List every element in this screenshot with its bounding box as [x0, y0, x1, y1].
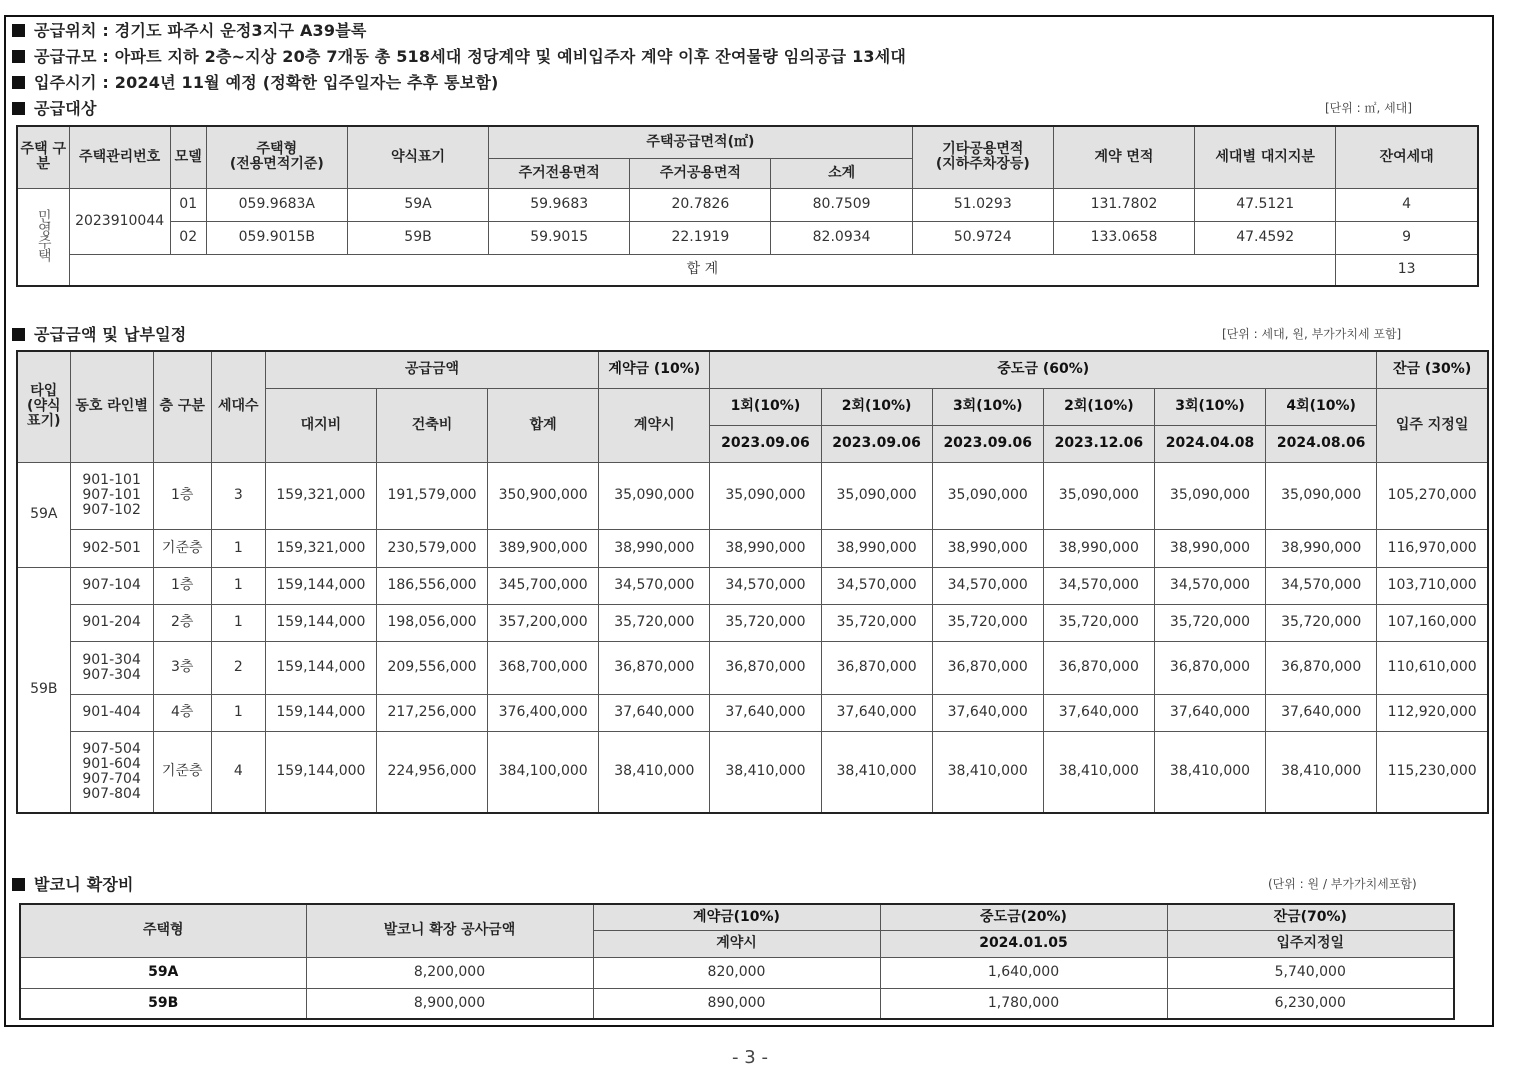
header-interim-3-date: 2023.09.06	[932, 425, 1043, 462]
land-cell: 159,144,000	[265, 604, 376, 641]
total-value: 13	[1336, 254, 1478, 286]
housing-category: 민영주택	[35, 208, 52, 261]
i1-cell: 38,990,000	[710, 529, 821, 567]
bullet-square-icon	[12, 24, 25, 37]
land-cell: 159,321,000	[265, 462, 376, 529]
balcony-cost-cell: 8,900,000	[306, 988, 593, 1019]
balcony-header-interim: 중도금(20%)	[880, 904, 1167, 930]
price-unit-note: [단위 : 세대, 원, 부가가치세 포함]	[1222, 327, 1402, 341]
header-interim-2: 2회(10%)	[821, 388, 932, 425]
sum-cell: 389,900,000	[488, 529, 599, 567]
i5-cell: 35,090,000	[1154, 462, 1265, 529]
i6-cell: 37,640,000	[1266, 694, 1377, 731]
i2-cell: 36,870,000	[821, 641, 932, 694]
header-other-common	[912, 126, 1053, 188]
deposit-cell: 38,990,000	[599, 529, 710, 567]
header-house-type-sub: (전용면적기준)	[229, 156, 324, 173]
land-cell: 159,144,000	[265, 694, 376, 731]
supply-target-text: 공급대상	[34, 99, 97, 118]
model-cell: 01	[170, 188, 206, 221]
table-row	[17, 604, 1488, 641]
floor-cell: 기준층	[153, 529, 211, 567]
i3-cell: 38,990,000	[932, 529, 1043, 567]
i5-cell: 36,870,000	[1154, 641, 1265, 694]
i2-cell: 38,410,000	[821, 731, 932, 813]
i4-cell: 34,570,000	[1043, 567, 1154, 604]
header-housing-type: 주택 구분	[17, 126, 69, 188]
sum-cell: 350,900,000	[488, 462, 599, 529]
land-share-cell: 47.5121	[1195, 188, 1336, 221]
house-type-cell: 059.9015B	[206, 221, 347, 254]
header-other-common-sub: (지하주차장등)	[935, 156, 1030, 173]
i1-cell: 34,570,000	[710, 567, 821, 604]
line-cell: 902-501	[70, 529, 153, 567]
header-house-type	[206, 126, 347, 188]
i3-cell: 36,870,000	[932, 641, 1043, 694]
balcony-interim-cell: 1,640,000	[880, 957, 1167, 988]
balcony-type-cell: 59A	[20, 957, 306, 988]
i5-cell: 38,990,000	[1154, 529, 1265, 567]
exclusive-cell: 59.9015	[489, 221, 630, 254]
land-cell: 159,144,000	[265, 641, 376, 694]
table-row	[17, 641, 1488, 694]
contract-area-cell: 131.7802	[1053, 188, 1194, 221]
abbrev-cell: 59B	[347, 221, 488, 254]
balcony-balance-cell: 5,740,000	[1167, 957, 1454, 988]
table-row	[17, 731, 1488, 813]
i2-cell: 35,090,000	[821, 462, 932, 529]
balcony-section-heading	[12, 872, 134, 895]
building-cell: 224,956,000	[376, 731, 487, 813]
supply-unit-note: [단위 : ㎡, 세대]	[1325, 101, 1413, 115]
land-cell: 159,144,000	[265, 731, 376, 813]
balance-cell: 110,610,000	[1377, 641, 1488, 694]
header-land-share: 세대별 대지지분	[1195, 126, 1336, 188]
header-supply-area: 주택공급면적(㎡)	[489, 126, 913, 158]
sum-cell: 357,200,000	[488, 604, 599, 641]
i3-cell: 35,720,000	[932, 604, 1043, 641]
building-cell: 217,256,000	[376, 694, 487, 731]
units-cell: 4	[211, 731, 265, 813]
line-cell: 907-104	[70, 567, 153, 604]
header-interim-6: 4회(10%)	[1266, 388, 1377, 425]
exclusive-cell: 59.9683	[489, 188, 630, 221]
page-number: - 3 -	[732, 1047, 768, 1068]
header-interim-6-date: 2024.08.06	[1266, 425, 1377, 462]
i6-cell: 34,570,000	[1266, 567, 1377, 604]
supply-scale-text: 공급규모 : 아파트 지하 2층~지상 20층 7개동 총 518세대 정당계약 및 예비입주자 계약 이후 잔여물량 임의공급 13세대	[34, 47, 907, 66]
common-cell: 22.1919	[630, 221, 771, 254]
header-building-cost: 건축비	[376, 388, 487, 462]
balance-cell: 112,920,000	[1377, 694, 1488, 731]
units-cell: 1	[211, 529, 265, 567]
subtotal-cell: 80.7509	[771, 188, 912, 221]
supply-location-text: 공급위치 : 경기도 파주시 운정3지구 A39블록	[34, 21, 367, 40]
header-interim-1-date: 2023.09.06	[710, 425, 821, 462]
units-cell: 3	[211, 462, 265, 529]
building-cell: 186,556,000	[376, 567, 487, 604]
i4-cell: 35,720,000	[1043, 604, 1154, 641]
bullet-square-icon	[12, 76, 25, 89]
floor-cell: 기준층	[153, 731, 211, 813]
bullet-square-icon	[12, 878, 25, 891]
sum-cell: 376,400,000	[488, 694, 599, 731]
table-row	[20, 957, 1454, 988]
deposit-cell: 37,640,000	[599, 694, 710, 731]
deposit-cell: 35,720,000	[599, 604, 710, 641]
header-balance: 잔금 (30%)	[1377, 351, 1488, 388]
i4-cell: 38,990,000	[1043, 529, 1154, 567]
house-type-cell: 059.9683A	[206, 188, 347, 221]
other-common-cell: 50.9724	[912, 221, 1053, 254]
table-row	[17, 221, 1478, 254]
balcony-balance-cell: 6,230,000	[1167, 988, 1454, 1019]
header-remaining: 잔여세대	[1336, 126, 1478, 188]
header-deposit: 계약금 (10%)	[599, 351, 710, 388]
balcony-section-title: 발코니 확장비	[34, 875, 134, 894]
table-row	[17, 529, 1488, 567]
model-cell: 02	[170, 221, 206, 254]
balcony-cost-cell: 8,200,000	[306, 957, 593, 988]
bullet-square-icon	[12, 102, 25, 115]
balance-cell: 107,160,000	[1377, 604, 1488, 641]
table-row	[17, 462, 1488, 529]
table-row	[17, 567, 1488, 604]
sum-cell: 368,700,000	[488, 641, 599, 694]
i6-cell: 35,720,000	[1266, 604, 1377, 641]
contract-area-cell: 133.0658	[1053, 221, 1194, 254]
land-share-cell: 47.4592	[1195, 221, 1336, 254]
bullet-square-icon	[12, 328, 25, 341]
header-units: 세대수	[211, 351, 265, 462]
building-cell: 191,579,000	[376, 462, 487, 529]
i5-cell: 35,720,000	[1154, 604, 1265, 641]
deposit-cell: 34,570,000	[599, 567, 710, 604]
total-label: 합 계	[69, 254, 1336, 286]
common-cell: 20.7826	[630, 188, 771, 221]
i3-cell: 34,570,000	[932, 567, 1043, 604]
header-interim-5-date: 2024.04.08	[1154, 425, 1265, 462]
bullet-square-icon	[12, 50, 25, 63]
i1-cell: 35,090,000	[710, 462, 821, 529]
header-balance-sub: 입주 지정일	[1377, 388, 1488, 462]
i2-cell: 35,720,000	[821, 604, 932, 641]
abbrev-cell: 59A	[347, 188, 488, 221]
i4-cell: 35,090,000	[1043, 462, 1154, 529]
price-section-heading	[12, 322, 186, 345]
header-exclusive-area: 주거전용면적	[489, 158, 630, 188]
i2-cell: 34,570,000	[821, 567, 932, 604]
floor-cell: 4층	[153, 694, 211, 731]
type-cell: 59B	[17, 567, 70, 813]
header-interim-4-date: 2023.12.06	[1043, 425, 1154, 462]
floor-cell: 3층	[153, 641, 211, 694]
movein-period-text: 입주시기 : 2024년 11월 예정 (정확한 입주일자는 추후 통보함)	[34, 73, 499, 92]
i5-cell: 37,640,000	[1154, 694, 1265, 731]
floor-cell: 2층	[153, 604, 211, 641]
i1-cell: 36,870,000	[710, 641, 821, 694]
header-subtotal: 소계	[771, 158, 912, 188]
balcony-header-deposit-sub: 계약시	[593, 930, 880, 957]
i6-cell: 38,990,000	[1266, 529, 1377, 567]
line-cell: 901-101 907-101 907-102	[70, 462, 153, 529]
other-common-cell: 51.0293	[912, 188, 1053, 221]
balcony-type-cell: 59B	[20, 988, 306, 1019]
balcony-table	[19, 903, 1455, 1020]
balcony-header-interim-sub: 2024.01.05	[880, 930, 1167, 957]
supply-location	[12, 18, 367, 41]
line-cell: 901-304 907-304	[70, 641, 153, 694]
balcony-unit-note: (단위 : 원 / 부가가치세포함)	[1268, 877, 1417, 891]
header-house-type-main: 주택형	[256, 141, 298, 158]
floor-cell: 1층	[153, 462, 211, 529]
header-common-area: 주거공용면적	[630, 158, 771, 188]
header-abbrev: 약식표기	[347, 126, 488, 188]
units-cell: 1	[211, 567, 265, 604]
line-cell: 907-504 901-604 907-704 907-804	[70, 731, 153, 813]
i1-cell: 38,410,000	[710, 731, 821, 813]
i3-cell: 37,640,000	[932, 694, 1043, 731]
type-cell: 59A	[17, 462, 70, 567]
header-interim-5: 3회(10%)	[1154, 388, 1265, 425]
deposit-cell: 35,090,000	[599, 462, 710, 529]
remaining-cell: 9	[1336, 221, 1478, 254]
floor-cell: 1층	[153, 567, 211, 604]
i1-cell: 37,640,000	[710, 694, 821, 731]
header-interim-1: 1회(10%)	[710, 388, 821, 425]
header-sum: 합계	[488, 388, 599, 462]
header-contract-area: 계약 면적	[1053, 126, 1194, 188]
header-interim-4: 2회(10%)	[1043, 388, 1154, 425]
i3-cell: 35,090,000	[932, 462, 1043, 529]
building-cell: 230,579,000	[376, 529, 487, 567]
total-row	[17, 254, 1478, 286]
supply-scale	[12, 44, 906, 67]
header-floor: 층 구분	[153, 351, 211, 462]
i3-cell: 38,410,000	[932, 731, 1043, 813]
land-cell: 159,144,000	[265, 567, 376, 604]
price-section-title: 공급금액 및 납부일정	[34, 325, 187, 344]
balcony-header-balance: 잔금(70%)	[1167, 904, 1454, 930]
i4-cell: 38,410,000	[1043, 731, 1154, 813]
land-cell: 159,321,000	[265, 529, 376, 567]
balance-cell: 115,230,000	[1377, 731, 1488, 813]
balance-cell: 103,710,000	[1377, 567, 1488, 604]
header-interim: 중도금 (60%)	[710, 351, 1377, 388]
i1-cell: 35,720,000	[710, 604, 821, 641]
units-cell: 1	[211, 694, 265, 731]
balance-cell: 105,270,000	[1377, 462, 1488, 529]
header-model: 모델	[170, 126, 206, 188]
balcony-header-cost: 발코니 확장 공사금액	[306, 904, 593, 957]
supply-table	[16, 125, 1479, 287]
header-supply-price: 공급금액	[265, 351, 598, 388]
i4-cell: 37,640,000	[1043, 694, 1154, 731]
header-mgmt-no: 주택관리번호	[69, 126, 170, 188]
balcony-header-type: 주택형	[20, 904, 306, 957]
deposit-cell: 38,410,000	[599, 731, 710, 813]
supply-target-heading	[12, 96, 97, 119]
movein-period	[12, 70, 499, 93]
balcony-interim-cell: 1,780,000	[880, 988, 1167, 1019]
header-type: 타입 (약식 표기)	[17, 351, 70, 462]
building-cell: 209,556,000	[376, 641, 487, 694]
i6-cell: 38,410,000	[1266, 731, 1377, 813]
i4-cell: 36,870,000	[1043, 641, 1154, 694]
table-row	[17, 188, 1478, 221]
housing-category-cell	[17, 188, 69, 286]
balcony-deposit-cell: 890,000	[593, 988, 880, 1019]
units-cell: 1	[211, 604, 265, 641]
mgmt-no-cell: 2023910044	[69, 188, 170, 254]
building-cell: 198,056,000	[376, 604, 487, 641]
sum-cell: 384,100,000	[488, 731, 599, 813]
header-interim-2-date: 2023.09.06	[821, 425, 932, 462]
header-interim-3: 3회(10%)	[932, 388, 1043, 425]
balcony-header-balance-sub: 입주지정일	[1167, 930, 1454, 957]
header-line: 동호 라인별	[70, 351, 153, 462]
subtotal-cell: 82.0934	[771, 221, 912, 254]
balcony-header-deposit: 계약금(10%)	[593, 904, 880, 930]
i5-cell: 34,570,000	[1154, 567, 1265, 604]
units-cell: 2	[211, 641, 265, 694]
header-land-cost: 대지비	[265, 388, 376, 462]
price-table	[16, 350, 1489, 814]
balcony-deposit-cell: 820,000	[593, 957, 880, 988]
sum-cell: 345,700,000	[488, 567, 599, 604]
price-table-body	[17, 462, 1488, 813]
table-row	[20, 988, 1454, 1019]
i2-cell: 38,990,000	[821, 529, 932, 567]
i2-cell: 37,640,000	[821, 694, 932, 731]
remaining-cell: 4	[1336, 188, 1478, 221]
i5-cell: 38,410,000	[1154, 731, 1265, 813]
table-row	[17, 694, 1488, 731]
line-cell: 901-404	[70, 694, 153, 731]
i6-cell: 35,090,000	[1266, 462, 1377, 529]
header-deposit-sub: 계약시	[599, 388, 710, 462]
line-cell: 901-204	[70, 604, 153, 641]
i6-cell: 36,870,000	[1266, 641, 1377, 694]
header-other-common-main: 기타공용면적	[942, 141, 1024, 158]
deposit-cell: 36,870,000	[599, 641, 710, 694]
balance-cell: 116,970,000	[1377, 529, 1488, 567]
